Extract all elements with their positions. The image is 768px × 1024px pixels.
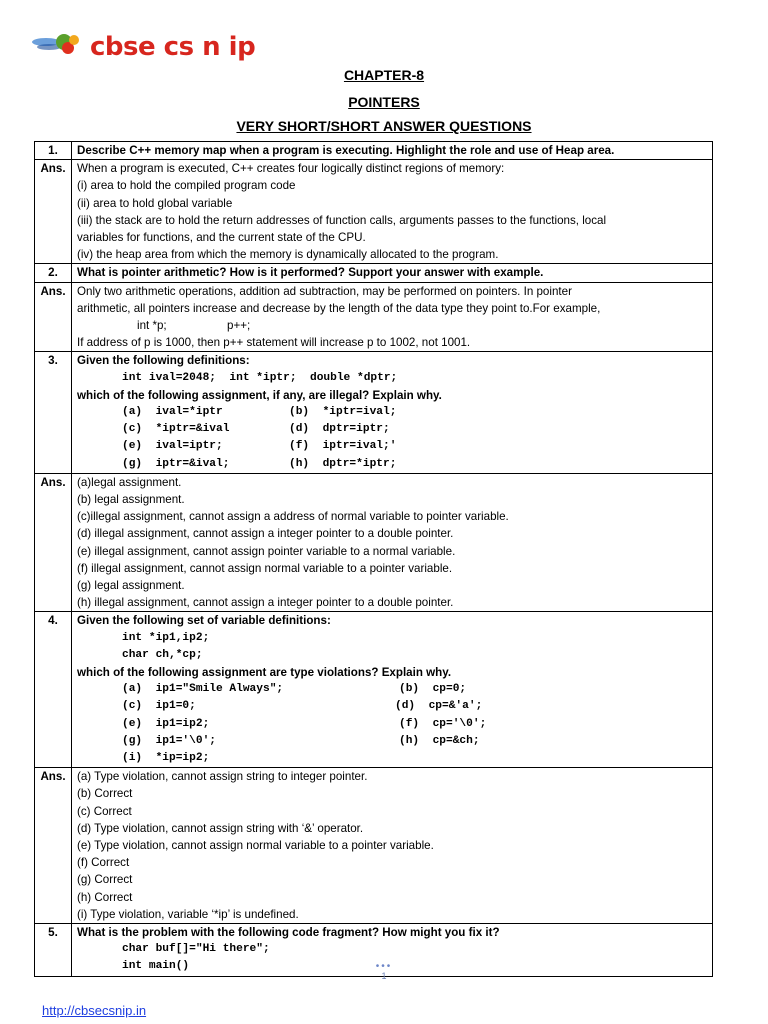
logo-text: cbse cs n ip <box>90 32 256 62</box>
page-dots-icon: ••• <box>375 961 393 972</box>
option-row <box>77 421 707 438</box>
option-left: (e) ival=iptr; <box>122 440 223 453</box>
option-right: (b) cp=0; <box>399 683 467 696</box>
option-left: (g) ip1='\0'; <box>122 734 216 747</box>
option-right: (f) cp='\0'; <box>399 717 487 730</box>
answer-line: (c) Correct <box>77 804 132 818</box>
answer-line: arithmetic, all pointers increase and decrease by the length of the data type they point to.For example, <box>77 301 601 315</box>
table-row <box>35 264 713 282</box>
answer-line: If address of p is 1000, then p++ statement will increase p to 1002, not 1001. <box>77 336 471 350</box>
question-number: 1. <box>35 142 72 160</box>
option-row <box>77 681 707 698</box>
chapter-heading: CHAPTER-8 <box>343 67 425 83</box>
answer-line: (b) legal assignment. <box>77 492 185 506</box>
option-row <box>77 733 707 750</box>
question-text: What is pointer arithmetic? How is it performed? Support your answer with example. <box>77 266 544 280</box>
table-row <box>35 160 713 264</box>
question-text: Given the following definitions: <box>77 354 250 368</box>
answer-line: (f) illegal assignment, cannot assign normal variable to a pointer variable. <box>77 561 453 575</box>
example-code-b: p++; <box>227 319 251 333</box>
answer-cell <box>72 473 713 612</box>
option-row <box>77 716 707 733</box>
option-left: (c) ip1=0; <box>122 700 196 713</box>
answer-label: Ans. <box>35 473 72 612</box>
answer-cell <box>72 768 713 924</box>
answer-line: (iii) the stack are to hold the return addresses of function calls, arguments passes to the functions, local <box>77 213 607 227</box>
option-right: (h) cp=&ch; <box>399 734 480 747</box>
question-text: Describe C++ memory map when a program is executing. Highlight the role and use of Heap area. <box>77 144 615 157</box>
table-row <box>35 473 713 612</box>
table-row <box>35 352 713 473</box>
answer-line: (d) Type violation, cannot assign string with ‘&’ operator. <box>77 821 364 835</box>
option-last: (i) *ip=ip2; <box>122 751 210 764</box>
answer-line: (f) Correct <box>77 856 130 870</box>
option-right: (d) dptr=iptr; <box>289 423 390 436</box>
page-number-text: 1 <box>381 971 387 981</box>
code-line: int ival=2048; int *iptr; double *dptr; <box>122 371 398 384</box>
answer-line: variables for functions, and the current state of the CPU. <box>77 231 366 245</box>
question-text: which of the following assignment are type violations? Explain why. <box>77 666 452 680</box>
option-left: (a) ip1="Smile Always"; <box>122 683 284 696</box>
option-left: (e) ip1=ip2; <box>122 717 210 730</box>
question-number: 4. <box>35 612 72 768</box>
option-row <box>77 698 707 715</box>
option-left: (c) *iptr=&ival <box>122 423 230 436</box>
option-row <box>77 438 707 455</box>
section-heading: VERY SHORT/SHORT ANSWER QUESTIONS <box>236 118 532 134</box>
option-right: (b) *iptr=ival; <box>289 406 397 419</box>
topic-heading: POINTERS <box>348 94 420 110</box>
table-row <box>35 768 713 924</box>
option-right: (d) cp=&'a'; <box>395 700 483 713</box>
question-cell <box>72 142 713 160</box>
footer-website-link[interactable]: http://cbsecsnip.in <box>42 1003 147 1018</box>
question-cell <box>72 264 713 282</box>
table-row <box>35 612 713 768</box>
option-row <box>77 456 707 473</box>
answer-label: Ans. <box>35 282 72 352</box>
question-number: 2. <box>35 264 72 282</box>
option-left: (a) ival=*iptr <box>122 406 223 419</box>
question-text: which of the following assignment, if any, are illegal? Explain why. <box>77 388 442 402</box>
answer-line: (d) illegal assignment, cannot assign a integer pointer to a double pointer. <box>77 527 454 541</box>
answer-line: (e) illegal assignment, cannot assign pointer variable to a normal variable. <box>77 544 456 558</box>
answer-line: Only two arithmetic operations, addition ad subtraction, may be performed on pointers. In pointer <box>77 284 572 298</box>
answer-cell <box>72 160 713 264</box>
answer-line: (e) Type violation, cannot assign normal variable to a pointer variable. <box>77 838 434 852</box>
answer-cell <box>72 282 713 352</box>
code-line: char ch,*cp; <box>122 648 203 661</box>
code-line: int *ip1,ip2; <box>122 631 210 644</box>
option-right: (f) iptr=ival;' <box>289 440 397 453</box>
answer-line: (a)legal assignment. <box>77 475 182 489</box>
question-number: 3. <box>35 352 72 473</box>
answer-line: (i) area to hold the compiled program code <box>77 179 296 193</box>
code-line: char buf[]="Hi there"; <box>122 943 270 956</box>
option-left: (g) iptr=&ival; <box>122 457 230 470</box>
question-cell <box>72 612 713 768</box>
table-row <box>35 282 713 352</box>
example-code-line <box>77 317 707 334</box>
answer-line: (g) legal assignment. <box>77 579 185 592</box>
answer-line: (h) illegal assignment, cannot assign a integer pointer to a double pointer. <box>77 596 454 610</box>
question-answer-table <box>34 141 713 977</box>
answer-line: (h) Correct <box>77 890 133 904</box>
question-text: Given the following set of variable definitions: <box>77 614 331 628</box>
answer-line: When a program is executed, C++ creates four logically distinct regions of memory: <box>77 162 505 176</box>
answer-label: Ans. <box>35 160 72 264</box>
table-row <box>35 142 713 160</box>
code-line: int main() <box>122 960 190 973</box>
option-right: (h) dptr=*iptr; <box>289 457 397 470</box>
example-code-a: int *p; <box>137 319 167 333</box>
option-row <box>77 404 707 421</box>
page-number <box>0 963 768 981</box>
question-number: 5. <box>35 924 72 977</box>
answer-label: Ans. <box>35 768 72 924</box>
answer-line: (b) Correct <box>77 787 133 801</box>
answer-line: (c)illegal assignment, cannot assign a address of normal variable to pointer variable. <box>77 510 509 524</box>
site-logo <box>30 26 256 66</box>
answer-line: (g) Correct <box>77 873 133 887</box>
answer-line: (iv) the heap area from which the memory is dynamically allocated to the program. <box>77 248 499 262</box>
question-text: What is the problem with the following code fragment? How might you fix it? <box>77 926 500 939</box>
answer-line: (i) Type violation, variable ‘*ip’ is undefined. <box>77 907 299 921</box>
question-cell <box>72 352 713 473</box>
answer-line: (ii) area to hold global variable <box>77 196 233 210</box>
answer-line: (a) Type violation, cannot assign string to integer pointer. <box>77 770 368 784</box>
